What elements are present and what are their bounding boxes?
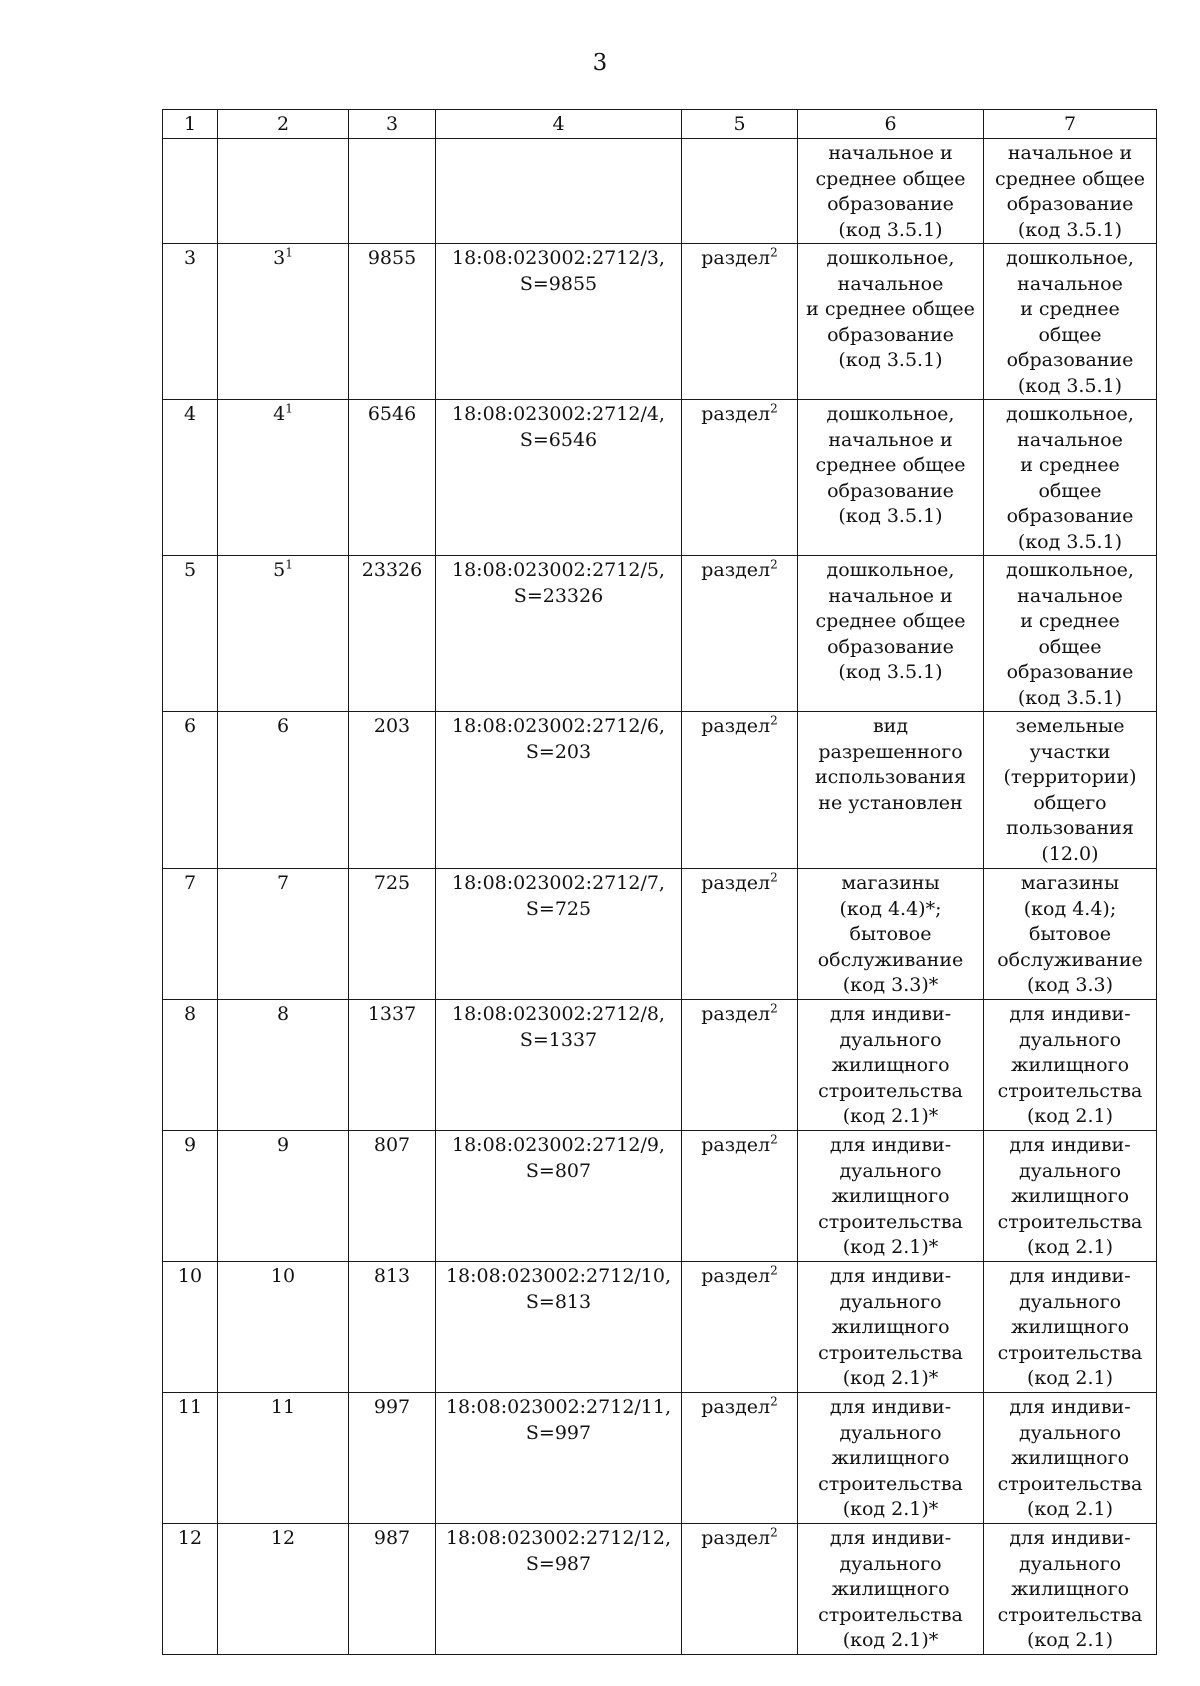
table-cell [218,1000,349,1131]
table-cell [436,1393,682,1524]
table-cell [349,1000,436,1131]
column-header: 7 [984,110,1157,139]
table-cell [163,1524,218,1655]
table-cell [163,869,218,1000]
table-cell [798,244,984,400]
table-cell [436,712,682,869]
table-cell [436,1000,682,1131]
table-cell [436,139,682,244]
planned-use-text: для индиви- дуального жилищного строительства (код 2.1) [997,1003,1143,1127]
table-row [163,1393,1157,1524]
row-number: 4 [183,403,197,425]
planned-use-text: магазины (код 4.4); бытовое обслуживание (код 3.3) [997,872,1143,996]
planned-use-text: земельные участки (территории) общего пользования (12.0) [1003,715,1137,865]
table-cell [682,244,798,400]
method-label: раздел [701,559,771,581]
table-cell [349,1131,436,1262]
current-use-text: для индиви- дуального жилищного строительства (код 2.1)* [818,1527,963,1651]
table-cell [349,712,436,869]
table-cell [349,139,436,244]
old-plot-number: 10 [270,1265,296,1287]
planned-use-text: дошкольное, начальное и среднее общее образование (код 3.5.1) [1006,403,1134,553]
cadastral-number: 18:08:023002:2712/11, S=997 [445,1396,672,1444]
planned-use-text: для индиви- дуального жилищного строительства (код 2.1) [997,1265,1143,1389]
row-number: 3 [183,247,197,269]
table-row [163,1000,1157,1131]
table-cell [798,139,984,244]
cadastral-number: 18:08:023002:2712/4, S=6546 [452,403,665,451]
current-use-text: вид разрешенного использования не установлен [815,715,966,814]
table-cell [798,1524,984,1655]
old-plot-superscript: 1 [285,557,293,572]
row-number: 9 [183,1134,197,1156]
plot-area: 1337 [367,1003,417,1025]
method-superscript: 2 [770,1132,778,1147]
method-label: раздел [701,872,771,894]
current-use-text: дошкольное, начальное и среднее общее образование (код 3.5.1) [815,559,966,683]
plot-area: 9855 [367,247,417,269]
table-cell [984,139,1157,244]
table-cell [984,869,1157,1000]
table-cell [984,1262,1157,1393]
old-plot-number: 8 [276,1003,290,1025]
old-plot-number: 3 [273,247,286,269]
method-label: раздел [701,403,771,425]
method-superscript: 2 [770,1394,778,1409]
table-cell [218,1393,349,1524]
row-number: 6 [183,715,197,737]
table-row [163,556,1157,712]
table-cell [682,1262,798,1393]
table-cell [218,139,349,244]
table-cell [349,869,436,1000]
row-number: 8 [183,1003,197,1025]
plot-area: 813 [373,1265,411,1287]
table-cell [682,556,798,712]
table-cell [798,1393,984,1524]
row-number: 11 [177,1396,203,1418]
table-row [163,400,1157,556]
current-use-text: магазины (код 4.4)*; бытовое обслуживание (код 3.3)* [817,872,964,996]
table-cell [163,1131,218,1262]
column-header: 6 [798,110,984,139]
method-label: раздел [701,1396,771,1418]
table-cell [163,400,218,556]
table-cell [984,712,1157,869]
planned-use-text: дошкольное, начальное и среднее общее образование (код 3.5.1) [1006,247,1134,397]
table-cell [798,400,984,556]
method-label: раздел [701,247,771,269]
table-cell [436,244,682,400]
table-row-continuation [163,139,1157,244]
plot-area: 987 [373,1527,411,1549]
table-cell [349,400,436,556]
table-cell [798,869,984,1000]
table-cell [682,139,798,244]
table-row [163,712,1157,869]
table-cell [163,556,218,712]
table-cell [218,556,349,712]
method-label: раздел [701,1265,771,1287]
planned-use-text: для индиви- дуального жилищного строительства (код 2.1) [997,1527,1143,1651]
column-header: 5 [682,110,798,139]
table-row [163,1131,1157,1262]
table-cell [682,1524,798,1655]
table-cell [984,556,1157,712]
table-cell [798,556,984,712]
table-cell [798,1000,984,1131]
table-cell [163,1000,218,1131]
current-use-text: дошкольное, начальное и среднее общее образование (код 3.5.1) [806,247,975,371]
table-cell [436,869,682,1000]
cadastral-number: 18:08:023002:2712/12, S=987 [445,1527,672,1575]
current-use-text: для индиви- дуального жилищного строительства (код 2.1)* [818,1396,963,1520]
table-cell [984,400,1157,556]
old-plot-superscript: 1 [285,245,293,260]
table-cell [218,1524,349,1655]
old-plot-number: 7 [276,872,290,894]
table-cell [436,556,682,712]
column-header: 3 [349,110,436,139]
table-cell [349,556,436,712]
old-plot-number: 5 [273,559,286,581]
plot-area: 6546 [367,403,417,425]
table-cell [163,244,218,400]
column-header: 1 [163,110,218,139]
table-cell [349,1524,436,1655]
table-row [163,1262,1157,1393]
method-superscript: 2 [770,245,778,260]
page-number: 3 [592,50,608,76]
table-cell [436,1131,682,1262]
table-cell [682,712,798,869]
cadastral-number: 18:08:023002:2712/3, S=9855 [452,247,665,295]
table-cell [218,1262,349,1393]
table-cell [984,1131,1157,1262]
table-cell [218,712,349,869]
cadastral-number: 18:08:023002:2712/8, S=1337 [452,1003,665,1051]
table-cell [349,244,436,400]
table-header-row [163,110,1157,139]
table-cell [218,400,349,556]
plot-area: 997 [373,1396,411,1418]
old-plot-superscript: 1 [285,401,293,416]
old-plot-number: 6 [276,715,290,737]
table-cell [682,1000,798,1131]
old-plot-number: 11 [270,1396,296,1418]
method-superscript: 2 [770,557,778,572]
table-cell [163,1393,218,1524]
table-cell [163,712,218,869]
table-cell [798,1131,984,1262]
method-superscript: 2 [770,401,778,416]
plot-area: 203 [373,715,411,737]
plot-area: 807 [373,1134,411,1156]
method-superscript: 2 [770,713,778,728]
cadastral-number: 18:08:023002:2712/10, S=813 [445,1265,672,1313]
method-superscript: 2 [770,1525,778,1540]
table-cell [984,1524,1157,1655]
planned-use-text: для индиви- дуального жилищного строительства (код 2.1) [997,1134,1143,1258]
cadastral-number: 18:08:023002:2712/7, S=725 [452,872,665,920]
method-label: раздел [701,1134,771,1156]
planned-use-text: начальное и среднее общее образование (код 3.5.1) [995,142,1145,241]
old-plot-number: 4 [273,403,286,425]
table-cell [218,1131,349,1262]
method-label: раздел [701,715,771,737]
table-row [163,869,1157,1000]
table-cell [163,139,218,244]
table-row [163,1524,1157,1655]
table-cell [436,1524,682,1655]
plot-area: 725 [373,872,411,894]
cadastral-number: 18:08:023002:2712/6, S=203 [452,715,665,763]
method-superscript: 2 [770,1001,778,1016]
land-plots-table [162,109,1157,1655]
row-number: 12 [177,1527,203,1549]
table-cell [798,712,984,869]
column-header: 2 [218,110,349,139]
table-cell [436,400,682,556]
table-cell [682,400,798,556]
planned-use-text: дошкольное, начальное и среднее общее образование (код 3.5.1) [1006,559,1134,709]
table-cell [163,1262,218,1393]
current-use-text: дошкольное, начальное и среднее общее образование (код 3.5.1) [815,403,966,527]
column-header: 4 [436,110,682,139]
method-label: раздел [701,1003,771,1025]
current-use-text: начальное и среднее общее образование (код 3.5.1) [815,142,966,241]
table-row [163,244,1157,400]
row-number: 7 [183,872,197,894]
planned-use-text: для индиви- дуального жилищного строительства (код 2.1) [997,1396,1143,1520]
plot-area: 23326 [361,559,423,581]
table-cell [682,1393,798,1524]
table-cell [798,1262,984,1393]
current-use-text: для индиви- дуального жилищного строительства (код 2.1)* [818,1134,963,1258]
table-cell [984,1000,1157,1131]
method-superscript: 2 [770,1263,778,1278]
cadastral-number: 18:08:023002:2712/9, S=807 [452,1134,665,1182]
table-cell [218,244,349,400]
method-label: раздел [701,1527,771,1549]
method-superscript: 2 [770,870,778,885]
row-number: 5 [183,559,197,581]
table-cell [349,1393,436,1524]
table-cell [682,1131,798,1262]
current-use-text: для индиви- дуального жилищного строительства (код 2.1)* [818,1003,963,1127]
table-cell [984,244,1157,400]
cadastral-number: 18:08:023002:2712/5, S=23326 [452,559,665,607]
row-number: 10 [177,1265,203,1287]
table-cell [436,1262,682,1393]
table-cell [984,1393,1157,1524]
old-plot-number: 12 [270,1527,296,1549]
table-cell [349,1262,436,1393]
table-cell [682,869,798,1000]
old-plot-number: 9 [276,1134,290,1156]
current-use-text: для индиви- дуального жилищного строительства (код 2.1)* [818,1265,963,1389]
table-cell [218,869,349,1000]
